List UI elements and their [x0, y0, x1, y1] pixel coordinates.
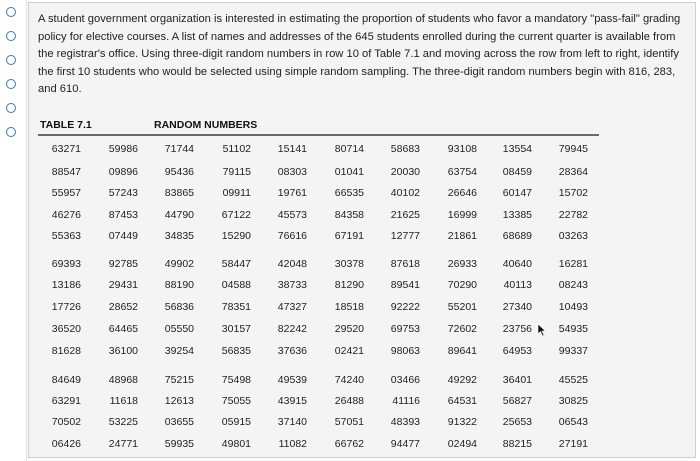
table-cell: 49539: [277, 374, 307, 386]
radio-button-icon[interactable]: [6, 79, 16, 89]
radio-button-icon[interactable]: [6, 31, 16, 41]
table-cell: 03655: [164, 416, 194, 428]
table-cell: 28364: [558, 166, 588, 178]
table-cell: 64953: [502, 345, 532, 357]
table-cell: 41116: [392, 395, 420, 407]
table-cell: 05915: [221, 416, 251, 428]
table-cell: 26646: [447, 187, 477, 199]
table-cell: 42048: [277, 258, 307, 270]
table-cell: 67122: [221, 209, 251, 221]
table-cell: 37636: [277, 345, 307, 357]
table-cell: 06426: [51, 438, 81, 450]
table-cell: 28652: [108, 301, 138, 313]
table-cell: 40102: [390, 187, 420, 199]
table-cell: 15290: [221, 230, 251, 242]
table-cell: 81628: [51, 345, 81, 357]
table-cell: 11082: [278, 438, 307, 450]
radio-button-icon[interactable]: [6, 7, 16, 17]
table-cell: 92222: [390, 301, 420, 313]
table-cell: 44790: [164, 209, 194, 221]
table-cell: 89641: [447, 345, 477, 357]
table-cell: 59986: [108, 143, 138, 155]
table-cell: 38733: [277, 279, 307, 291]
table-cell: 91322: [447, 416, 477, 428]
table-cell: 18518: [334, 301, 364, 313]
table-cell: 45525: [558, 374, 588, 386]
table-cell: 29431: [108, 279, 138, 291]
table-cell: 71744: [164, 143, 194, 155]
table-cell: 04588: [221, 279, 251, 291]
table-cell: 03263: [558, 230, 588, 242]
table-cell: 03466: [390, 374, 420, 386]
table-cell: 60147: [502, 187, 532, 199]
table-title: TABLE 7.1: [40, 119, 92, 131]
table-cell: 69393: [51, 258, 81, 270]
table-cell: 22782: [558, 209, 588, 221]
table-cell: 75215: [164, 374, 194, 386]
table-cell: 82242: [277, 323, 307, 335]
table-cell: 13385: [502, 209, 532, 221]
table-cell: 99337: [558, 345, 588, 357]
table-cell: 94477: [390, 438, 420, 450]
table-cell: 09896: [108, 166, 138, 178]
table-cell: 26933: [447, 258, 477, 270]
table-cell: 54935: [558, 323, 588, 335]
table-cell: 88547: [51, 166, 81, 178]
table-cell: 46276: [51, 209, 81, 221]
table-cell: 08243: [558, 279, 588, 291]
table-cell: 37140: [277, 416, 307, 428]
table-cell: 64465: [108, 323, 138, 335]
table-cell: 11618: [109, 395, 138, 407]
table-cell: 45573: [277, 209, 307, 221]
table-cell: 25653: [502, 416, 532, 428]
table-cell: 12777: [390, 230, 420, 242]
table-cell: 24771: [108, 438, 138, 450]
table-cell: 40113: [503, 279, 532, 291]
table-cell: 36401: [502, 374, 532, 386]
table-cell: 16281: [558, 258, 588, 270]
table-cell: 47327: [277, 301, 307, 313]
radio-button-icon[interactable]: [6, 103, 16, 113]
question-text: A student government organization is interested in estimating the proportion of students who favor a mandatory "pass-fail" grading policy for elective courses. A list of names and addresses of the 645 students enrolled during the current quarter is available from the registrar's office. Using three-digit random numbers in row 10 of Table 7.1 and moving across the row from left to right, identify the first 10 students who would be selected using simple random sampling. The three-digit random numbers begin with 816, 283, and 610.: [38, 13, 681, 96]
table-cell: 68689: [502, 230, 532, 242]
table-cell: 01041: [334, 166, 364, 178]
table-cell: 20030: [390, 166, 420, 178]
table-cell: 55201: [447, 301, 477, 313]
table-cell: 55363: [51, 230, 81, 242]
table-cell: 19761: [277, 187, 307, 199]
table-cell: 76616: [277, 230, 307, 242]
table-heading: RANDOM NUMBERS: [154, 119, 258, 131]
table-cell: 56827: [502, 395, 532, 407]
table-cell: 08459: [502, 166, 532, 178]
radio-button-icon[interactable]: [6, 127, 16, 137]
table-cell: 02494: [447, 438, 477, 450]
table-cell: 84358: [334, 209, 364, 221]
radio-button-icon[interactable]: [6, 55, 16, 65]
table-cell: 26488: [334, 395, 364, 407]
table-cell: 51102: [222, 143, 251, 155]
table-cell: 16999: [447, 209, 477, 221]
table-cell: 84649: [51, 374, 81, 386]
table-cell: 49292: [447, 374, 477, 386]
table-cell: 49801: [221, 438, 251, 450]
table-cell: 56835: [221, 345, 251, 357]
table-cell: 43915: [277, 395, 307, 407]
table-cell: 95436: [164, 166, 194, 178]
table-cell: 57243: [108, 187, 138, 199]
table-cell: 93108: [447, 143, 477, 155]
table-rule: [38, 134, 599, 136]
table-cell: 98063: [390, 345, 420, 357]
table-cell: 75498: [221, 374, 251, 386]
table-cell: 07449: [108, 230, 138, 242]
table-cell: 58447: [221, 258, 251, 270]
table-cell: 15702: [558, 187, 588, 199]
table-cell: 40640: [502, 258, 532, 270]
table-cell: 89541: [390, 279, 420, 291]
table-cell: 70290: [447, 279, 477, 291]
table-cell: 63754: [447, 166, 477, 178]
table-cell: 21861: [447, 230, 477, 242]
table-cell: 21625: [390, 209, 420, 221]
table-cell: 05550: [164, 323, 194, 335]
table-cell: 48968: [108, 374, 138, 386]
table-cell: 88215: [502, 438, 532, 450]
table-cell: 48393: [390, 416, 420, 428]
table-cell: 27191: [558, 438, 588, 450]
table-cell: 30825: [558, 395, 588, 407]
table-cell: 17726: [51, 301, 81, 313]
table-cell: 80714: [334, 143, 364, 155]
question-card: [28, 2, 696, 458]
table-cell: 10493: [558, 301, 588, 313]
table-cell: 66762: [334, 438, 364, 450]
table-cell: 63291: [51, 395, 81, 407]
table-cell: 75055: [221, 395, 251, 407]
table-cell: 56836: [164, 301, 194, 313]
answer-options-rail: [0, 0, 27, 461]
table-cell: 92785: [108, 258, 138, 270]
table-cell: 81290: [334, 279, 364, 291]
table-cell: 49902: [164, 258, 194, 270]
table-cell: 12613: [164, 395, 194, 407]
table-cell: 27340: [502, 301, 532, 313]
table-cell: 79945: [558, 143, 588, 155]
table-cell: 30157: [221, 323, 251, 335]
table-cell: 02421: [334, 345, 364, 357]
table-cell: 79115: [222, 166, 251, 178]
table-cell: 13554: [502, 143, 532, 155]
table-cell: 23756: [502, 323, 532, 335]
table-cell: 59935: [164, 438, 194, 450]
table-cell: 39254: [164, 345, 194, 357]
table-cell: 34835: [164, 230, 194, 242]
table-cell: 83865: [164, 187, 194, 199]
table-cell: 15141: [277, 143, 307, 155]
table-cell: 06543: [558, 416, 588, 428]
table-cell: 53225: [108, 416, 138, 428]
table-cell: 67191: [334, 230, 364, 242]
table-cell: 36520: [51, 323, 81, 335]
table-cell: 64531: [447, 395, 477, 407]
table-cell: 63271: [51, 143, 81, 155]
table-cell: 58683: [390, 143, 420, 155]
table-cell: 08303: [277, 166, 307, 178]
table-cell: 36100: [108, 345, 138, 357]
table-cell: 87618: [390, 258, 420, 270]
table-cell: 72602: [447, 323, 477, 335]
table-cell: 69753: [390, 323, 420, 335]
table-cell: 09911: [222, 187, 251, 199]
table-cell: 66535: [334, 187, 364, 199]
table-cell: 30378: [334, 258, 364, 270]
table-cell: 13186: [51, 279, 81, 291]
table-cell: 55957: [51, 187, 81, 199]
table-cell: 87453: [108, 209, 138, 221]
table-cell: 29520: [334, 323, 364, 335]
table-cell: 88190: [164, 279, 194, 291]
table-cell: 78351: [221, 301, 251, 313]
table-cell: 74240: [334, 374, 364, 386]
mouse-pointer-icon: [537, 323, 547, 337]
table-cell: 70502: [51, 416, 81, 428]
table-cell: 57051: [334, 416, 364, 428]
